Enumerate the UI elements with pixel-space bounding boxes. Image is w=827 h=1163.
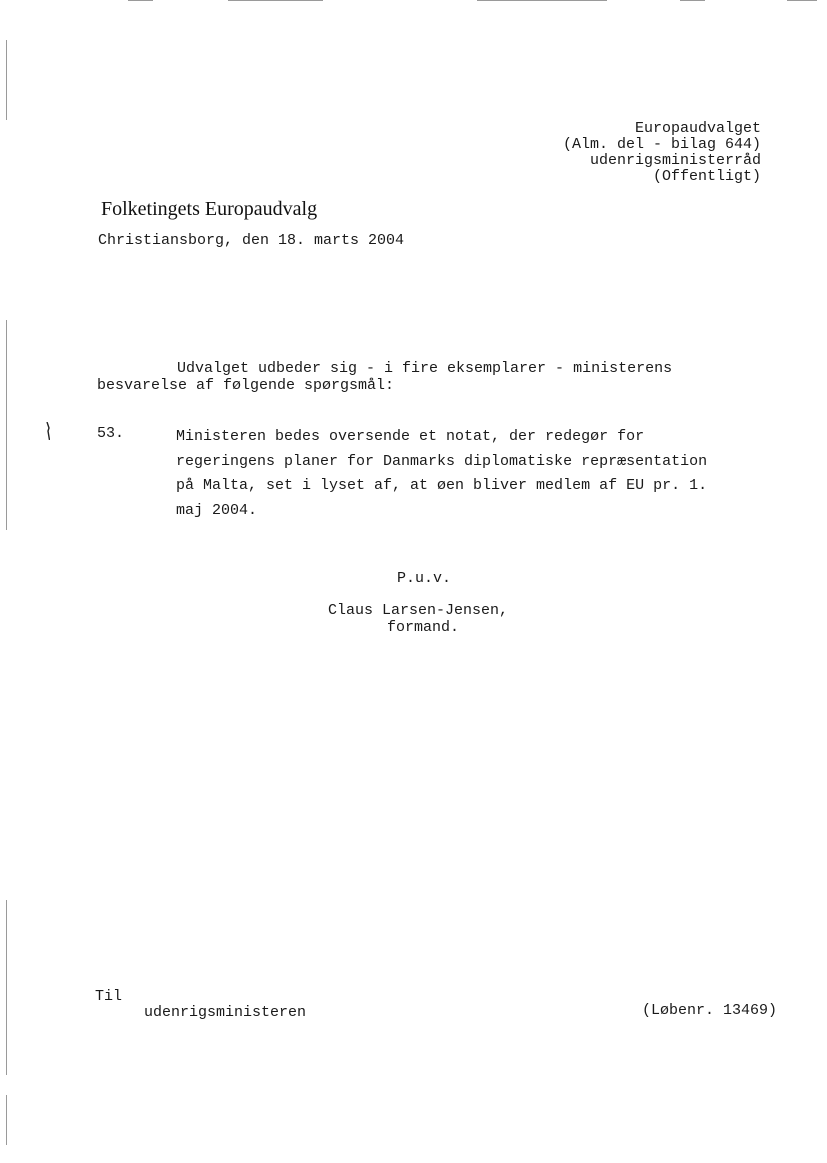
header-line: (Offentligt) [652,168,761,185]
request-paragraph [97,360,747,394]
signature-puv: P.u.v. [397,570,452,587]
scan-artifact-edge [6,1095,7,1145]
committee-title: Folketingets Europaudvalg [101,198,318,220]
question-number: 53. [97,425,125,442]
scan-artifact-edge [6,320,7,530]
scan-artifact-line [680,0,705,1]
question-line: maj 2004. [176,501,258,519]
question-line: på Malta, set i lyset af, at øen bliver medlem af EU pr. 1. [176,477,708,494]
scan-artifact-line [228,0,323,1]
question-line: regeringens planer for Danmarks diplomatiske repræsentation [176,452,708,470]
header-line: Europaudvalget [634,120,761,137]
document-header [563,121,761,185]
question-text [176,425,786,523]
scan-artifact-line [128,0,153,1]
margin-mark-icon [46,422,50,440]
header-line: (Alm. del - bilag 644) [562,136,761,153]
scan-artifact-line [787,0,817,1]
serial-number: (Løbenr. 13469) [641,1002,777,1019]
signature-role: formand. [387,619,460,636]
header-line: udenrigsministerråd [589,152,761,169]
scan-artifact-edge [6,40,7,120]
recipient-label: Til [95,988,123,1005]
request-line: Udvalget udbeder sig - i fire eksemplarer - ministerens [177,360,673,377]
question-line: Ministeren bedes oversende et notat, der redegør for [176,428,645,445]
recipient-name: udenrigsministeren [144,1004,307,1021]
date-line: Christiansborg, den 18. marts 2004 [98,232,405,249]
signature-name: Claus Larsen-Jensen, [328,602,509,619]
request-line: besvarelse af følgende spørgsmål: [97,377,395,394]
scan-artifact-line [477,0,607,1]
scan-artifact-edge [6,900,7,1075]
